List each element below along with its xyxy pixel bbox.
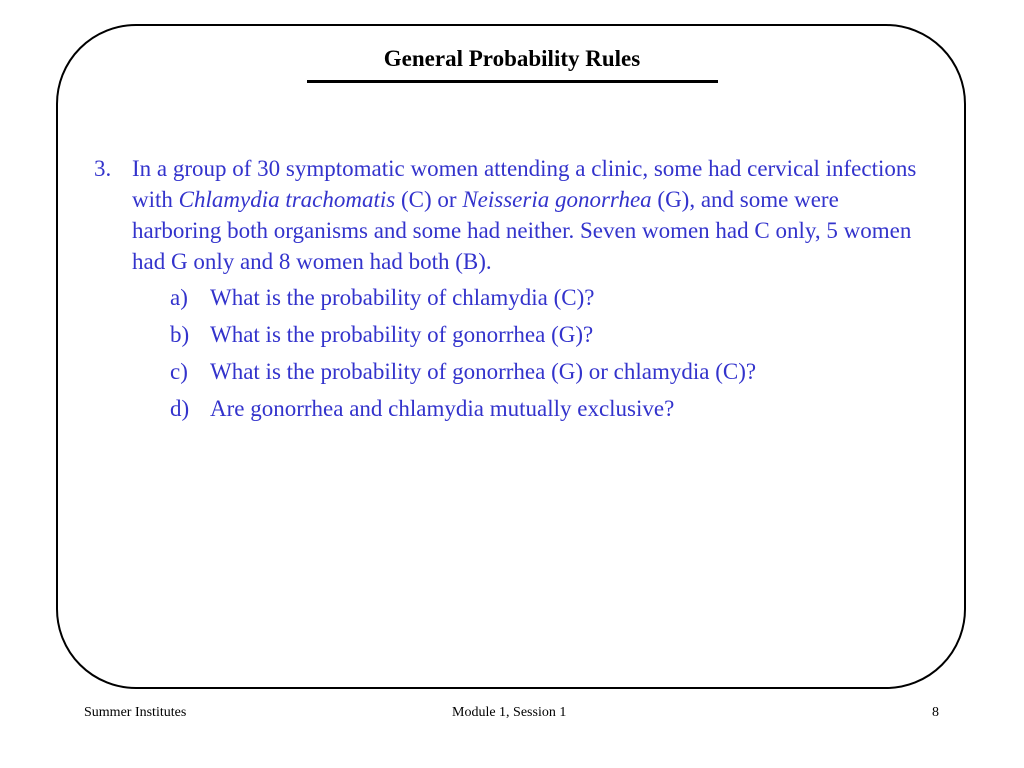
organism-name-chlamydia: Chlamydia trachomatis xyxy=(178,187,396,212)
problem-text-part: (G), and some were harboring both organisms and some had neither. Seven women had C only, 5 women had G only and 8 women had both (B). xyxy=(132,187,912,274)
sub-question-a xyxy=(90,282,930,319)
sub-question-letter: b) xyxy=(170,322,190,347)
sub-question-text: What is the probability of gonorrhea (G)? xyxy=(210,322,594,347)
footer-module: Module 1, Session 1 xyxy=(452,705,567,720)
problem-block xyxy=(90,153,930,430)
sub-question-text: Are gonorrhea and chlamydia mutually exclusive? xyxy=(210,396,675,421)
sub-question-b xyxy=(90,319,930,356)
footer-institution: Summer Institutes xyxy=(84,705,187,720)
sub-question-text: What is the probability of chlamydia (C)? xyxy=(210,285,595,310)
sub-question-letter: d) xyxy=(170,396,190,421)
sub-question-list xyxy=(90,282,930,430)
problem-text-part: (C) or xyxy=(395,187,463,212)
problem-number: 3. xyxy=(94,156,112,181)
title-underline xyxy=(307,80,718,83)
slide-title: General Probability Rules xyxy=(383,46,641,71)
sub-question-letter: a) xyxy=(170,285,188,310)
sub-question-c xyxy=(90,356,930,393)
page-number: 8 xyxy=(932,705,939,720)
sub-question-text: What is the probability of gonorrhea (G) or chlamydia (C)? xyxy=(210,359,757,384)
problem-text-part: In a group of 30 symptomatic women attending a clinic, some had cervical infections with xyxy=(132,156,917,212)
sub-question-letter: c) xyxy=(170,359,188,384)
problem-text xyxy=(132,153,930,277)
sub-question-d xyxy=(90,393,930,430)
organism-name-neisseria: Neisseria gonorrhea xyxy=(462,187,652,212)
